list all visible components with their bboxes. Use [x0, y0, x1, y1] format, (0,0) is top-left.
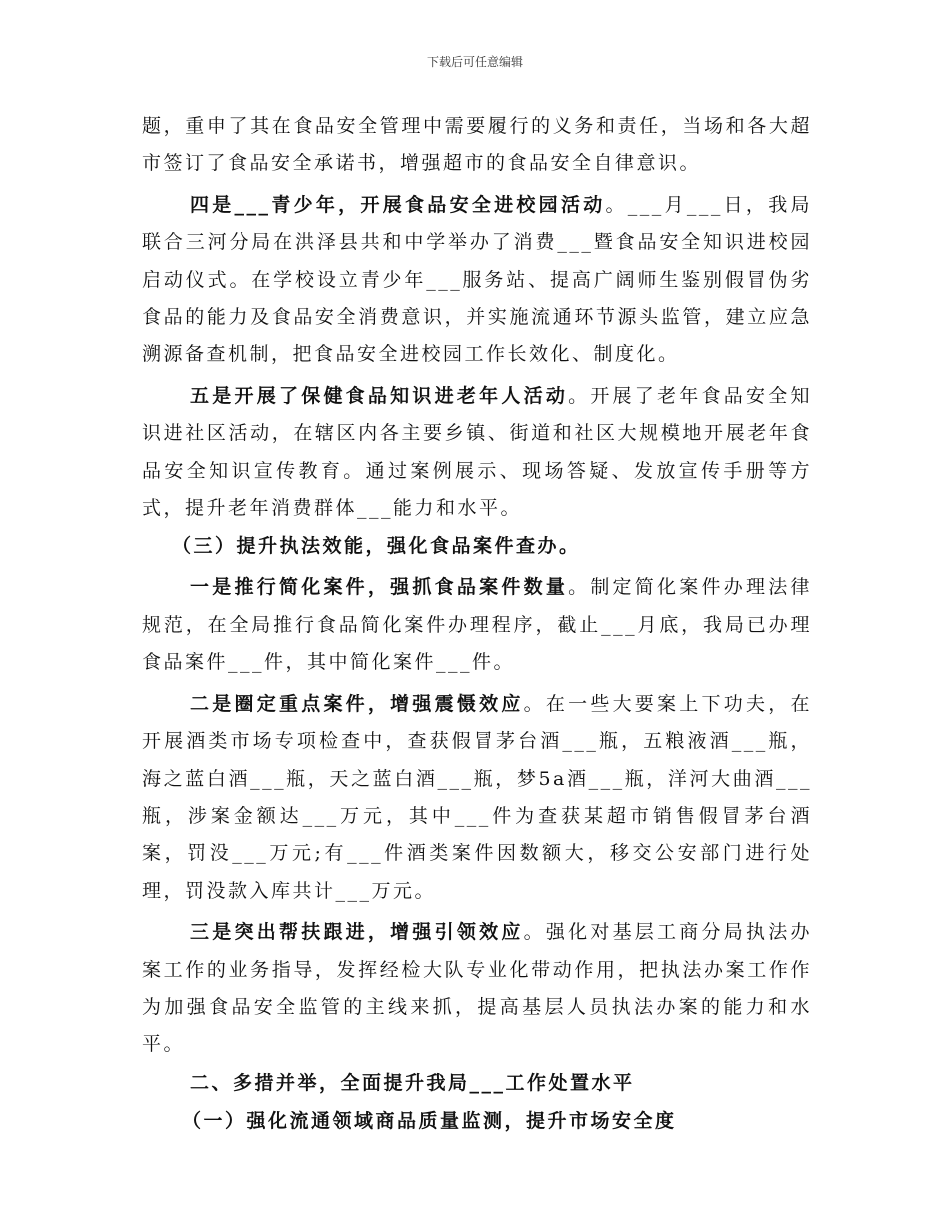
section-heading-3: （三）提升执法效能，强化食品案件查办。: [172, 535, 581, 558]
paragraph-item-2: [142, 686, 812, 910]
paragraph-item-3: [142, 914, 812, 1064]
paragraph-text: 。在一些大要案上下功夫，在开展酒类市场专项检查中，查获假冒茅台酒___瓶，五粮液酒___瓶，海之蓝白酒___瓶，天之蓝白酒___瓶，梦5a酒___瓶，洋河大曲酒___瓶，涉案金额达___万元，其中___件为查获某超市销售假冒茅台酒案，罚没___万元;有___件酒类案件因数额大，移交公安部门进行处理，罚没款入库共计___万元。: [142, 692, 812, 902]
paragraph-text: 。开展了老年食品安全知识进社区活动，在辖区内各主要乡镇、街道和社区大规模地开展老年食品安全知识宣传教育。通过案例展示、现场答疑、发放宣传手册等方式，提升老年消费群体___能力和水平。: [142, 384, 812, 520]
paragraph-text: 。___月___日，我局联合三河分局在洪泽县共和中学举办了消费___暨食品安全知识进校园启动仪式。在学校设立青少年___服务站、提高广阔师生鉴别假冒伪劣食品的能力及食品安全消费意识，并实施流通环节源头监管，建立应急溯源备查机制，把食品安全进校园工作长效化、制度化。: [142, 193, 812, 366]
subsection-heading-1: （一）强化流通领域商品质量监测，提升市场安全度: [182, 1109, 677, 1132]
page-header: 下载后可任意编辑: [426, 55, 523, 69]
paragraph-text: 。强化对基层工商分局执法办案工作的业务指导，发挥经检大队专业化带动作用，把执法办案工作作为加强食品安全监管的主线来抓，提高基层人员执法办案的能力和水平。: [142, 921, 812, 1056]
paragraph-item-5: [142, 378, 812, 528]
paragraph-lead: 四是___青少年，开展食品安全进校园活动: [190, 193, 606, 216]
paragraph-lead: 一是推行简化案件，强抓食品案件数量: [190, 576, 569, 599]
paragraph-text: 。制定简化案件办理法律规范，在全局推行食品简化案件办理程序，截止___月底，我局已办理食品案件___件，其中简化案件___件。: [142, 576, 812, 674]
paragraph-item-4: [142, 187, 812, 374]
paragraph-continuation: [142, 108, 812, 183]
paragraph-lead: 五是开展了保健食品知识进老年人活动: [190, 384, 569, 407]
paragraph-lead: 二是圈定重点案件，增强震慑效应: [190, 692, 524, 715]
paragraph-text: 题，重申了其在食品安全管理中需要履行的义务和责任，当场和各大超市签订了食品安全承诺书，增强超市的食品安全自律意识。: [142, 115, 812, 175]
paragraph-lead: 三是突出帮扶跟进，增强引领效应: [190, 921, 524, 944]
section-heading-2: 二、多措并举，全面提升我局___工作处置水平: [190, 1071, 635, 1094]
document-body: [142, 108, 812, 1140]
paragraph-item-1: [142, 569, 812, 681]
